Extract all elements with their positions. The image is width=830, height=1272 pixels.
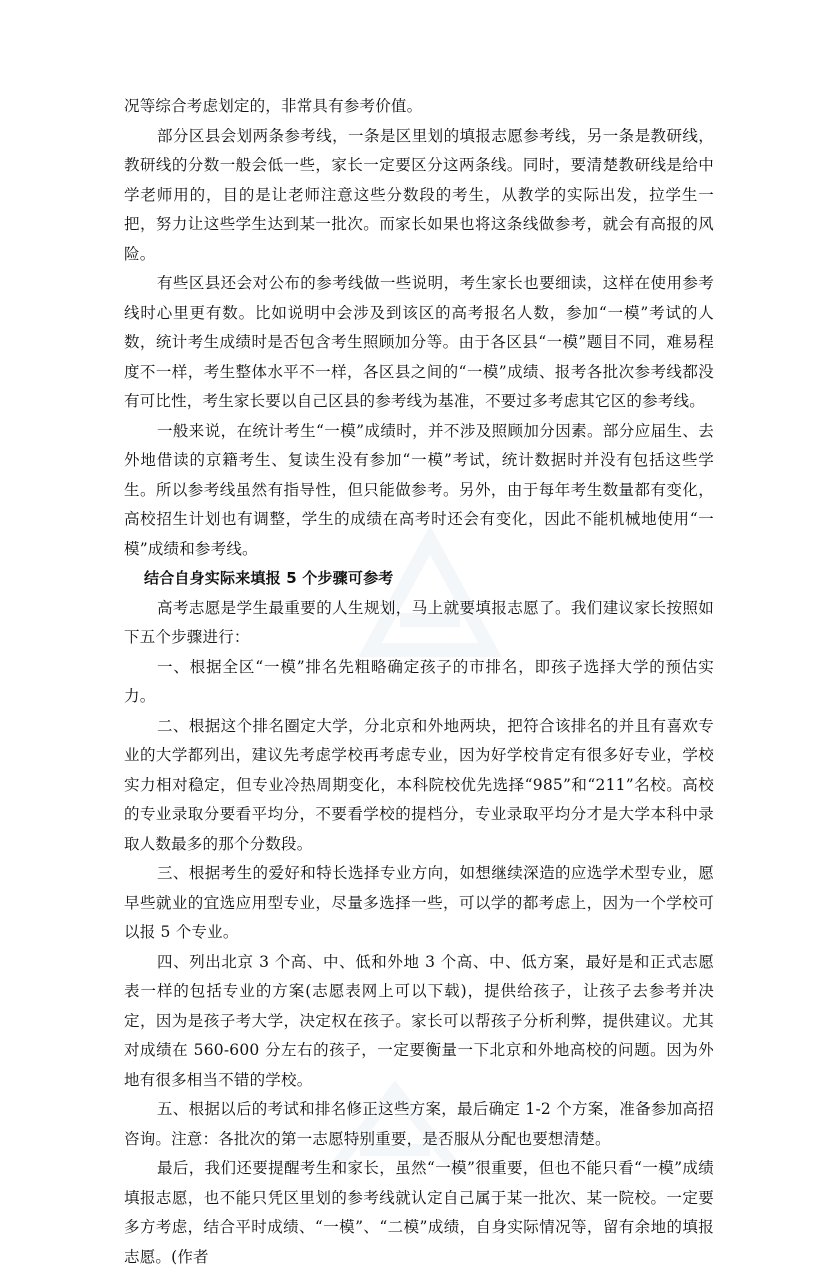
paragraph-bonus-points: 一般来说，在统计考生“一模”成绩时，并不涉及照顾加分因素。部分应届生、去外地借读的京籍考生、复读生没有参加“一模”考试，统计数据时并没有包括这些学生。所以参考线虽然有指导性，但只能做参考。另外，由于每年考生数量都有变化，高校招生计划也有调整，学生的成绩在高考时还会有变化，因此不能机械地使用“一模”成绩和参考线。 (124, 421, 714, 558)
step-five: 五、根据以后的考试和排名修正这些方案，最后确定 1-2 个方案，准备参加高招咨询。注意：各批次的第一志愿特别重要，是否服从分配也要想清楚。 (124, 1100, 714, 1148)
step-two: 二、根据这个排名圈定大学，分北京和外地两块，把符合该排名的并且有喜欢专业的大学都列出，建议先考虑学校再考虑专业，因为好学校肯定有很多好专业，学校实力相对稳定，但专业冷热周期变化，本科院校优先选择“985”和“211”名校。高校的专业录取分要看平均分，不要看学校的提档分，专业录取平均分才是大学本科中录取人数最多的那个分数段。 (124, 716, 714, 853)
step-four: 四、列出北京 3 个高、中、低和外地 3 个高、中、低方案，最好是和正式志愿表一样的包括专业的方案(志愿表网上可以下载)，提供给孩子，让孩子去参考并决定，因为是孩子考大学，决定权在孩子。家长可以帮孩子分析利弊，提供建议。尤其对成绩在 560-600 分左右的孩子，一定要衡量一下北京和外地高校的问题。因为外地有很多相当不错的学校。 (124, 952, 714, 1089)
paragraph-intro-steps: 高考志愿是学生最重要的人生规划，马上就要填报志愿了。我们建议家长按照如下五个步骤进行： (124, 598, 714, 646)
step-one: 一、根据全区“一模”排名先粗略确定孩子的市排名，即孩子选择大学的预估实力。 (124, 657, 714, 705)
paragraph-reference-line-notes: 有些区县还会对公布的参考线做一些说明，考生家长也要细读，这样在使用参考线时心里更有数。比如说明中会涉及到该区的高考报名人数，参加“一模”考试的人数，统计考生成绩时是否包含考生照顾加分等。由于各区县“一模”题目不同，难易程度不一样，考生整体水平不一样，各区县之间的“一模”成绩、报考各批次参考线都没有可比性，考生家长要以自己区县的参考线为基准，不要过多考虑其它区的参考线。 (124, 274, 714, 410)
paragraph-conclusion: 最后，我们还要提醒考生和家长，虽然“一模”很重要，但也不能只看“一模”成绩填报志愿，也不能只凭区里划的参考线就认定自己属于某一批次、某一院校。一定要多方考虑，结合平时成绩、“一模”、“二模”成绩，自身实际情况等，留有余地的填报志愿。(作者 (124, 1159, 714, 1266)
paragraph-continuation: 况等综合考虑划定的，非常具有参考价值。 (124, 97, 423, 115)
paragraph-two-reference-lines: 部分区县会划两条参考线，一条是区里划的填报志愿参考线，另一条是教研线，教研线的分数一般会低一些，家长一定要区分这两条线。同时，要清楚教研线是给中学老师用的，目的是让老师注意这些分数段的考生，从教学的实际出发，拉学生一把，努力让这些学生达到某一批次。而家长如果也将这条线做参考，就会有高报的风险。 (124, 126, 714, 263)
section-heading: 结合自身实际来填报 5 个步骤可参考 (144, 569, 394, 587)
step-three: 三、根据考生的爱好和特长选择专业方向，如想继续深造的应选学术型专业，愿早些就业的宜选应用型专业，尽量多选择一些，可以学的都考虑上，因为一个学校可以报 5 个专业。 (124, 864, 714, 941)
document-body (124, 92, 714, 1272)
